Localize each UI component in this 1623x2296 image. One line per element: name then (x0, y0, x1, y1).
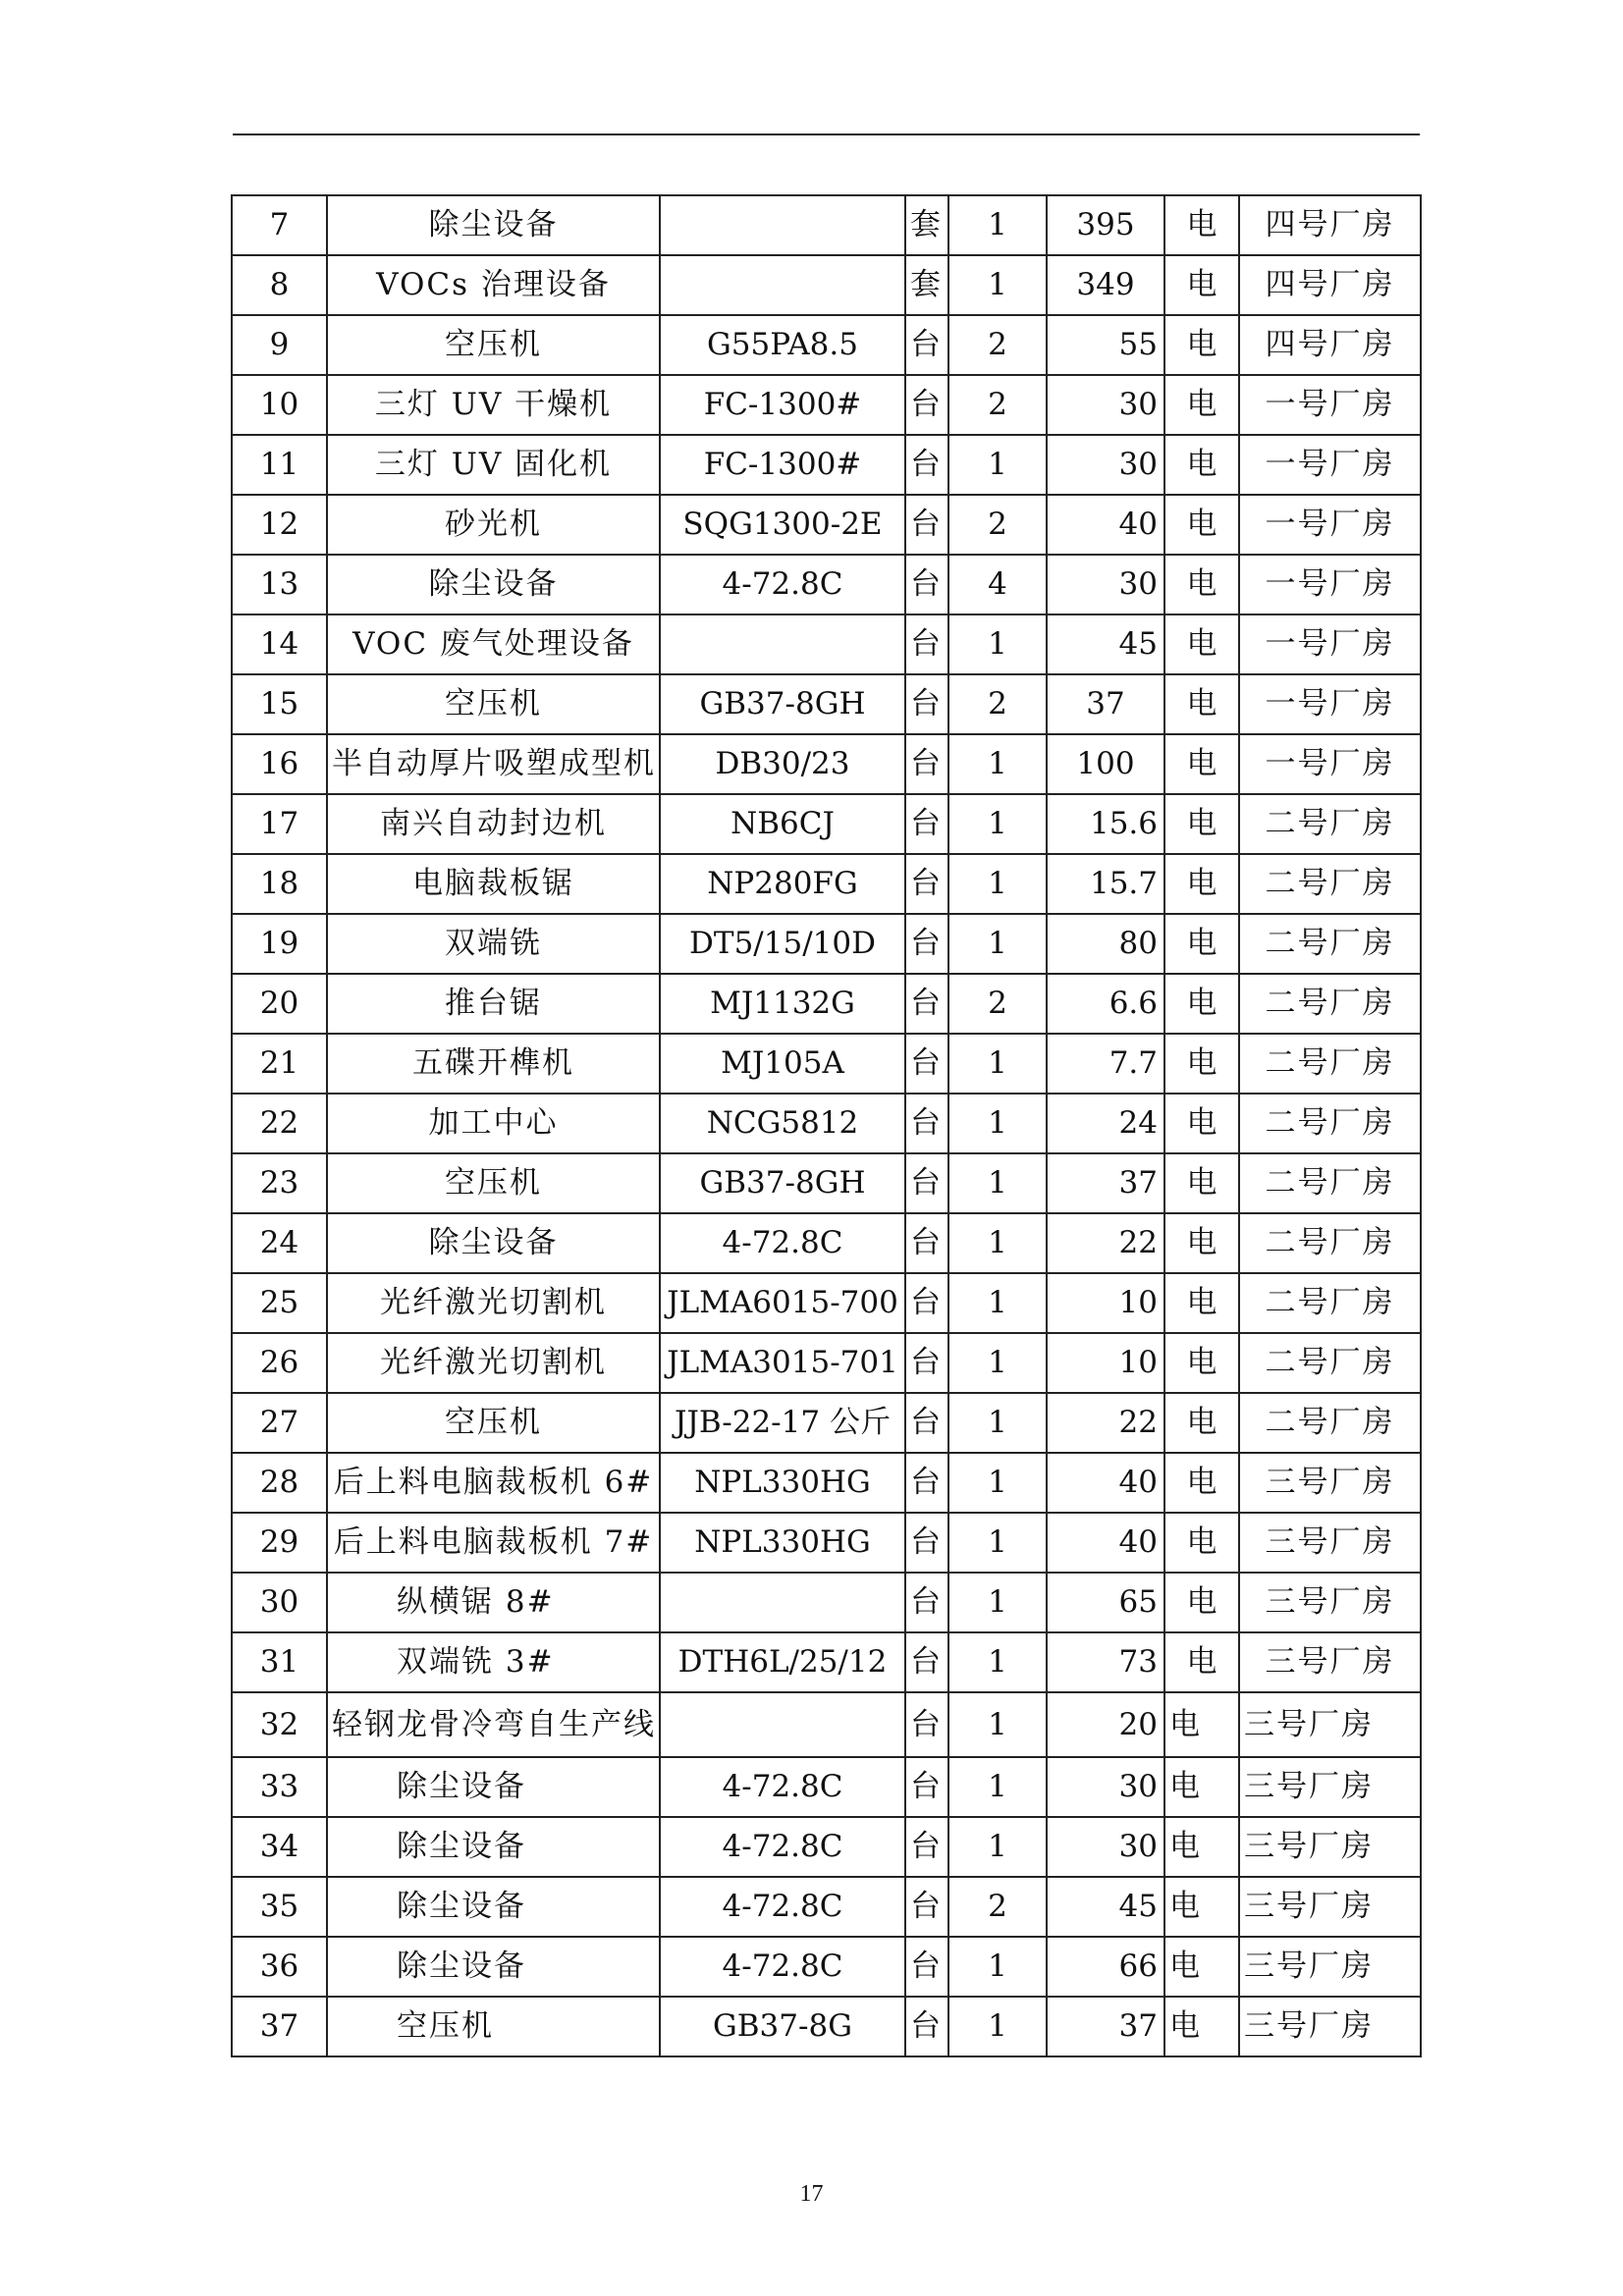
power-cell: 65 (1047, 1573, 1164, 1632)
model-cell: 4-72.8C (660, 555, 905, 614)
unit-cell: 台 (905, 555, 948, 614)
unit-cell: 台 (905, 734, 948, 794)
power-cell: 15.6 (1047, 794, 1164, 854)
unit-cell: 台 (905, 914, 948, 974)
equipment-name-cell: 除尘设备 (327, 195, 660, 255)
location-cell: 三号厂房 (1239, 1757, 1421, 1817)
quantity-cell: 1 (948, 1692, 1047, 1757)
row-number-cell: 16 (232, 734, 327, 794)
equipment-name-cell: 除尘设备 (327, 1877, 660, 1937)
quantity-cell: 1 (948, 1094, 1047, 1153)
equipment-name-cell: 半自动厚片吸塑成型机 (327, 734, 660, 794)
row-number-cell: 12 (232, 495, 327, 555)
power-cell: 349 (1047, 255, 1164, 315)
location-cell: 二号厂房 (1239, 1393, 1421, 1453)
energy-type-cell: 电 (1164, 1937, 1239, 1997)
unit-cell: 台 (905, 1513, 948, 1573)
quantity-cell: 1 (948, 1273, 1047, 1333)
unit-cell: 台 (905, 1393, 948, 1453)
energy-type-cell: 电 (1164, 1573, 1239, 1632)
model-cell: G55PA8.5 (660, 315, 905, 375)
power-cell: 24 (1047, 1094, 1164, 1153)
energy-type-cell: 电 (1164, 435, 1239, 495)
model-cell: JJB-22-17 公斤 (660, 1393, 905, 1453)
power-cell: 45 (1047, 1877, 1164, 1937)
quantity-cell: 1 (948, 1453, 1047, 1513)
row-number-cell: 32 (232, 1692, 327, 1757)
row-number-cell: 31 (232, 1632, 327, 1692)
power-cell: 22 (1047, 1213, 1164, 1273)
power-cell: 37 (1047, 674, 1164, 734)
model-cell: SQG1300-2E (660, 495, 905, 555)
unit-cell: 台 (905, 854, 948, 914)
row-number-cell: 35 (232, 1877, 327, 1937)
table-row (232, 614, 1421, 674)
unit-cell: 台 (905, 1997, 948, 2056)
quantity-cell: 1 (948, 1513, 1047, 1573)
table-row (232, 195, 1421, 255)
energy-type-cell: 电 (1164, 1453, 1239, 1513)
quantity-cell: 1 (948, 1213, 1047, 1273)
quantity-cell: 2 (948, 974, 1047, 1034)
unit-cell: 台 (905, 1632, 948, 1692)
energy-type-cell: 电 (1164, 614, 1239, 674)
row-number-cell: 18 (232, 854, 327, 914)
power-cell: 7.7 (1047, 1034, 1164, 1094)
quantity-cell: 2 (948, 315, 1047, 375)
energy-type-cell: 电 (1164, 1273, 1239, 1333)
quantity-cell: 2 (948, 375, 1047, 435)
location-cell: 三号厂房 (1239, 1997, 1421, 2056)
power-cell: 10 (1047, 1333, 1164, 1393)
equipment-name-cell: 轻钢龙骨冷弯自生产线 (327, 1692, 660, 1757)
energy-type-cell: 电 (1164, 1513, 1239, 1573)
quantity-cell: 1 (948, 1153, 1047, 1213)
energy-type-cell: 电 (1164, 854, 1239, 914)
location-cell: 二号厂房 (1239, 794, 1421, 854)
location-cell: 三号厂房 (1239, 1632, 1421, 1692)
power-cell: 15.7 (1047, 854, 1164, 914)
model-cell: 4-72.8C (660, 1817, 905, 1877)
unit-cell: 台 (905, 1094, 948, 1153)
quantity-cell: 1 (948, 1573, 1047, 1632)
quantity-cell: 1 (948, 1393, 1047, 1453)
power-cell: 37 (1047, 1997, 1164, 2056)
table-row (232, 794, 1421, 854)
row-number-cell: 15 (232, 674, 327, 734)
model-cell: NCG5812 (660, 1094, 905, 1153)
equipment-name-cell: 双端铣 (327, 914, 660, 974)
equipment-name-cell: 空压机 (327, 315, 660, 375)
row-number-cell: 21 (232, 1034, 327, 1094)
model-cell: NB6CJ (660, 794, 905, 854)
row-number-cell: 33 (232, 1757, 327, 1817)
location-cell: 三号厂房 (1239, 1817, 1421, 1877)
equipment-name-cell: 砂光机 (327, 495, 660, 555)
energy-type-cell: 电 (1164, 1034, 1239, 1094)
table-row (232, 1692, 1421, 1757)
model-cell: 4-72.8C (660, 1877, 905, 1937)
table-row (232, 974, 1421, 1034)
energy-type-cell: 电 (1164, 495, 1239, 555)
location-cell: 一号厂房 (1239, 555, 1421, 614)
location-cell: 一号厂房 (1239, 375, 1421, 435)
equipment-name-cell: 光纤激光切割机 (327, 1333, 660, 1393)
table-row (232, 1817, 1421, 1877)
location-cell: 二号厂房 (1239, 1213, 1421, 1273)
location-cell: 二号厂房 (1239, 854, 1421, 914)
power-cell: 6.6 (1047, 974, 1164, 1034)
equipment-name-cell: 南兴自动封边机 (327, 794, 660, 854)
power-cell: 100 (1047, 734, 1164, 794)
model-cell (660, 614, 905, 674)
power-cell: 30 (1047, 375, 1164, 435)
table-row (232, 555, 1421, 614)
location-cell: 三号厂房 (1239, 1453, 1421, 1513)
equipment-name-cell: 空压机 (327, 1997, 660, 2056)
table-row (232, 495, 1421, 555)
location-cell: 二号厂房 (1239, 1333, 1421, 1393)
model-cell: NPL330HG (660, 1453, 905, 1513)
equipment-name-cell: 空压机 (327, 1153, 660, 1213)
power-cell: 22 (1047, 1393, 1164, 1453)
header-rule (233, 133, 1420, 135)
location-cell: 一号厂房 (1239, 495, 1421, 555)
table-row (232, 1632, 1421, 1692)
quantity-cell: 1 (948, 1333, 1047, 1393)
location-cell: 一号厂房 (1239, 614, 1421, 674)
location-cell: 二号厂房 (1239, 1153, 1421, 1213)
row-number-cell: 25 (232, 1273, 327, 1333)
row-number-cell: 34 (232, 1817, 327, 1877)
power-cell: 40 (1047, 1453, 1164, 1513)
unit-cell: 台 (905, 375, 948, 435)
table-row (232, 674, 1421, 734)
row-number-cell: 23 (232, 1153, 327, 1213)
unit-cell: 台 (905, 1692, 948, 1757)
energy-type-cell: 电 (1164, 315, 1239, 375)
energy-type-cell: 电 (1164, 674, 1239, 734)
equipment-name-cell: 双端铣 3# (327, 1632, 660, 1692)
row-number-cell: 17 (232, 794, 327, 854)
energy-type-cell: 电 (1164, 1877, 1239, 1937)
location-cell: 三号厂房 (1239, 1573, 1421, 1632)
quantity-cell: 1 (948, 1757, 1047, 1817)
table-row (232, 1333, 1421, 1393)
unit-cell: 台 (905, 1757, 948, 1817)
equipment-name-cell: 除尘设备 (327, 555, 660, 614)
equipment-name-cell: 五碟开榫机 (327, 1034, 660, 1094)
equipment-table (231, 194, 1422, 2057)
energy-type-cell: 电 (1164, 1632, 1239, 1692)
equipment-name-cell: 加工中心 (327, 1094, 660, 1153)
row-number-cell: 20 (232, 974, 327, 1034)
model-cell: MJ1132G (660, 974, 905, 1034)
location-cell: 四号厂房 (1239, 195, 1421, 255)
table-row (232, 435, 1421, 495)
unit-cell: 套 (905, 255, 948, 315)
quantity-cell: 1 (948, 435, 1047, 495)
location-cell: 二号厂房 (1239, 1273, 1421, 1333)
unit-cell: 台 (905, 1034, 948, 1094)
energy-type-cell: 电 (1164, 1153, 1239, 1213)
equipment-name-cell: 空压机 (327, 674, 660, 734)
table-row (232, 734, 1421, 794)
table-row (232, 1937, 1421, 1997)
unit-cell: 台 (905, 1937, 948, 1997)
equipment-name-cell: 三灯 UV 干燥机 (327, 375, 660, 435)
model-cell: GB37-8GH (660, 1153, 905, 1213)
row-number-cell: 37 (232, 1997, 327, 2056)
quantity-cell: 1 (948, 1632, 1047, 1692)
energy-type-cell: 电 (1164, 914, 1239, 974)
quantity-cell: 4 (948, 555, 1047, 614)
row-number-cell: 30 (232, 1573, 327, 1632)
location-cell: 二号厂房 (1239, 914, 1421, 974)
quantity-cell: 2 (948, 674, 1047, 734)
model-cell: GB37-8G (660, 1997, 905, 2056)
unit-cell: 台 (905, 1153, 948, 1213)
power-cell: 30 (1047, 555, 1164, 614)
equipment-name-cell: 纵横锯 8# (327, 1573, 660, 1632)
quantity-cell: 1 (948, 255, 1047, 315)
row-number-cell: 26 (232, 1333, 327, 1393)
table-row (232, 1877, 1421, 1937)
energy-type-cell: 电 (1164, 1094, 1239, 1153)
model-cell: FC-1300# (660, 435, 905, 495)
model-cell: NPL330HG (660, 1513, 905, 1573)
power-cell: 40 (1047, 1513, 1164, 1573)
row-number-cell: 22 (232, 1094, 327, 1153)
energy-type-cell: 电 (1164, 375, 1239, 435)
unit-cell: 台 (905, 614, 948, 674)
power-cell: 66 (1047, 1937, 1164, 1997)
energy-type-cell: 电 (1164, 1393, 1239, 1453)
model-cell: 4-72.8C (660, 1213, 905, 1273)
location-cell: 一号厂房 (1239, 435, 1421, 495)
unit-cell: 台 (905, 315, 948, 375)
equipment-name-cell: 除尘设备 (327, 1213, 660, 1273)
unit-cell: 台 (905, 1333, 948, 1393)
energy-type-cell: 电 (1164, 255, 1239, 315)
energy-type-cell: 电 (1164, 1997, 1239, 2056)
location-cell: 三号厂房 (1239, 1513, 1421, 1573)
equipment-table-body (232, 195, 1421, 2056)
table-row (232, 1153, 1421, 1213)
model-cell (660, 1692, 905, 1757)
power-cell: 20 (1047, 1692, 1164, 1757)
energy-type-cell: 电 (1164, 1817, 1239, 1877)
table-row (232, 854, 1421, 914)
equipment-name-cell: 除尘设备 (327, 1757, 660, 1817)
table-row (232, 1094, 1421, 1153)
quantity-cell: 1 (948, 854, 1047, 914)
row-number-cell: 13 (232, 555, 327, 614)
equipment-name-cell: 除尘设备 (327, 1817, 660, 1877)
energy-type-cell: 电 (1164, 1213, 1239, 1273)
unit-cell: 台 (905, 1273, 948, 1333)
table-row (232, 1573, 1421, 1632)
quantity-cell: 2 (948, 1877, 1047, 1937)
equipment-name-cell: 推台锯 (327, 974, 660, 1034)
quantity-cell: 1 (948, 1997, 1047, 2056)
row-number-cell: 27 (232, 1393, 327, 1453)
table-row (232, 1213, 1421, 1273)
table-row (232, 1757, 1421, 1817)
power-cell: 395 (1047, 195, 1164, 255)
row-number-cell: 11 (232, 435, 327, 495)
quantity-cell: 1 (948, 1937, 1047, 1997)
equipment-name-cell: VOC 废气处理设备 (327, 614, 660, 674)
model-cell: DB30/23 (660, 734, 905, 794)
unit-cell: 台 (905, 974, 948, 1034)
unit-cell: 台 (905, 1573, 948, 1632)
equipment-name-cell: 除尘设备 (327, 1937, 660, 1997)
power-cell: 40 (1047, 495, 1164, 555)
table-row (232, 1273, 1421, 1333)
unit-cell: 台 (905, 674, 948, 734)
table-row (232, 1034, 1421, 1094)
model-cell: FC-1300# (660, 375, 905, 435)
model-cell: JLMA3015-701 (660, 1333, 905, 1393)
table-row (232, 1997, 1421, 2056)
model-cell: GB37-8GH (660, 674, 905, 734)
table-row (232, 255, 1421, 315)
quantity-cell: 1 (948, 1817, 1047, 1877)
unit-cell: 台 (905, 435, 948, 495)
quantity-cell: 1 (948, 1034, 1047, 1094)
row-number-cell: 19 (232, 914, 327, 974)
page-number: 17 (799, 2181, 824, 2207)
unit-cell: 台 (905, 794, 948, 854)
model-cell (660, 255, 905, 315)
power-cell: 73 (1047, 1632, 1164, 1692)
equipment-name-cell: 电脑裁板锯 (327, 854, 660, 914)
row-number-cell: 29 (232, 1513, 327, 1573)
quantity-cell: 2 (948, 495, 1047, 555)
power-cell: 80 (1047, 914, 1164, 974)
table-row (232, 1393, 1421, 1453)
quantity-cell: 1 (948, 195, 1047, 255)
power-cell: 30 (1047, 1817, 1164, 1877)
equipment-name-cell: 后上料电脑裁板机 7# (327, 1513, 660, 1573)
location-cell: 三号厂房 (1239, 1692, 1421, 1757)
power-cell: 37 (1047, 1153, 1164, 1213)
location-cell: 二号厂房 (1239, 1034, 1421, 1094)
model-cell (660, 1573, 905, 1632)
power-cell: 45 (1047, 614, 1164, 674)
power-cell: 55 (1047, 315, 1164, 375)
table-row (232, 914, 1421, 974)
location-cell: 三号厂房 (1239, 1877, 1421, 1937)
model-cell (660, 195, 905, 255)
row-number-cell: 28 (232, 1453, 327, 1513)
unit-cell: 台 (905, 1877, 948, 1937)
table-row (232, 315, 1421, 375)
quantity-cell: 1 (948, 614, 1047, 674)
unit-cell: 台 (905, 1453, 948, 1513)
power-cell: 10 (1047, 1273, 1164, 1333)
unit-cell: 台 (905, 495, 948, 555)
row-number-cell: 14 (232, 614, 327, 674)
model-cell: DTH6L/25/12 (660, 1632, 905, 1692)
table-row (232, 1513, 1421, 1573)
energy-type-cell: 电 (1164, 1757, 1239, 1817)
power-cell: 30 (1047, 435, 1164, 495)
energy-type-cell: 电 (1164, 1692, 1239, 1757)
model-cell: MJ105A (660, 1034, 905, 1094)
energy-type-cell: 电 (1164, 734, 1239, 794)
equipment-name-cell: 三灯 UV 固化机 (327, 435, 660, 495)
location-cell: 二号厂房 (1239, 974, 1421, 1034)
location-cell: 一号厂房 (1239, 674, 1421, 734)
quantity-cell: 1 (948, 734, 1047, 794)
unit-cell: 台 (905, 1213, 948, 1273)
model-cell: JLMA6015-700 (660, 1273, 905, 1333)
equipment-name-cell: 空压机 (327, 1393, 660, 1453)
location-cell: 二号厂房 (1239, 1094, 1421, 1153)
energy-type-cell: 电 (1164, 555, 1239, 614)
row-number-cell: 10 (232, 375, 327, 435)
energy-type-cell: 电 (1164, 195, 1239, 255)
quantity-cell: 1 (948, 794, 1047, 854)
table-row (232, 375, 1421, 435)
location-cell: 四号厂房 (1239, 315, 1421, 375)
unit-cell: 台 (905, 1817, 948, 1877)
equipment-name-cell: 后上料电脑裁板机 6# (327, 1453, 660, 1513)
model-cell: DT5/15/10D (660, 914, 905, 974)
row-number-cell: 9 (232, 315, 327, 375)
power-cell: 30 (1047, 1757, 1164, 1817)
location-cell: 一号厂房 (1239, 734, 1421, 794)
row-number-cell: 24 (232, 1213, 327, 1273)
equipment-name-cell: 光纤激光切割机 (327, 1273, 660, 1333)
location-cell: 四号厂房 (1239, 255, 1421, 315)
row-number-cell: 8 (232, 255, 327, 315)
equipment-name-cell: VOCs 治理设备 (327, 255, 660, 315)
row-number-cell: 7 (232, 195, 327, 255)
quantity-cell: 1 (948, 914, 1047, 974)
row-number-cell: 36 (232, 1937, 327, 1997)
location-cell: 三号厂房 (1239, 1937, 1421, 1997)
energy-type-cell: 电 (1164, 974, 1239, 1034)
model-cell: 4-72.8C (660, 1757, 905, 1817)
energy-type-cell: 电 (1164, 1333, 1239, 1393)
model-cell: NP280FG (660, 854, 905, 914)
unit-cell: 套 (905, 195, 948, 255)
model-cell: 4-72.8C (660, 1937, 905, 1997)
table-row (232, 1453, 1421, 1513)
energy-type-cell: 电 (1164, 794, 1239, 854)
